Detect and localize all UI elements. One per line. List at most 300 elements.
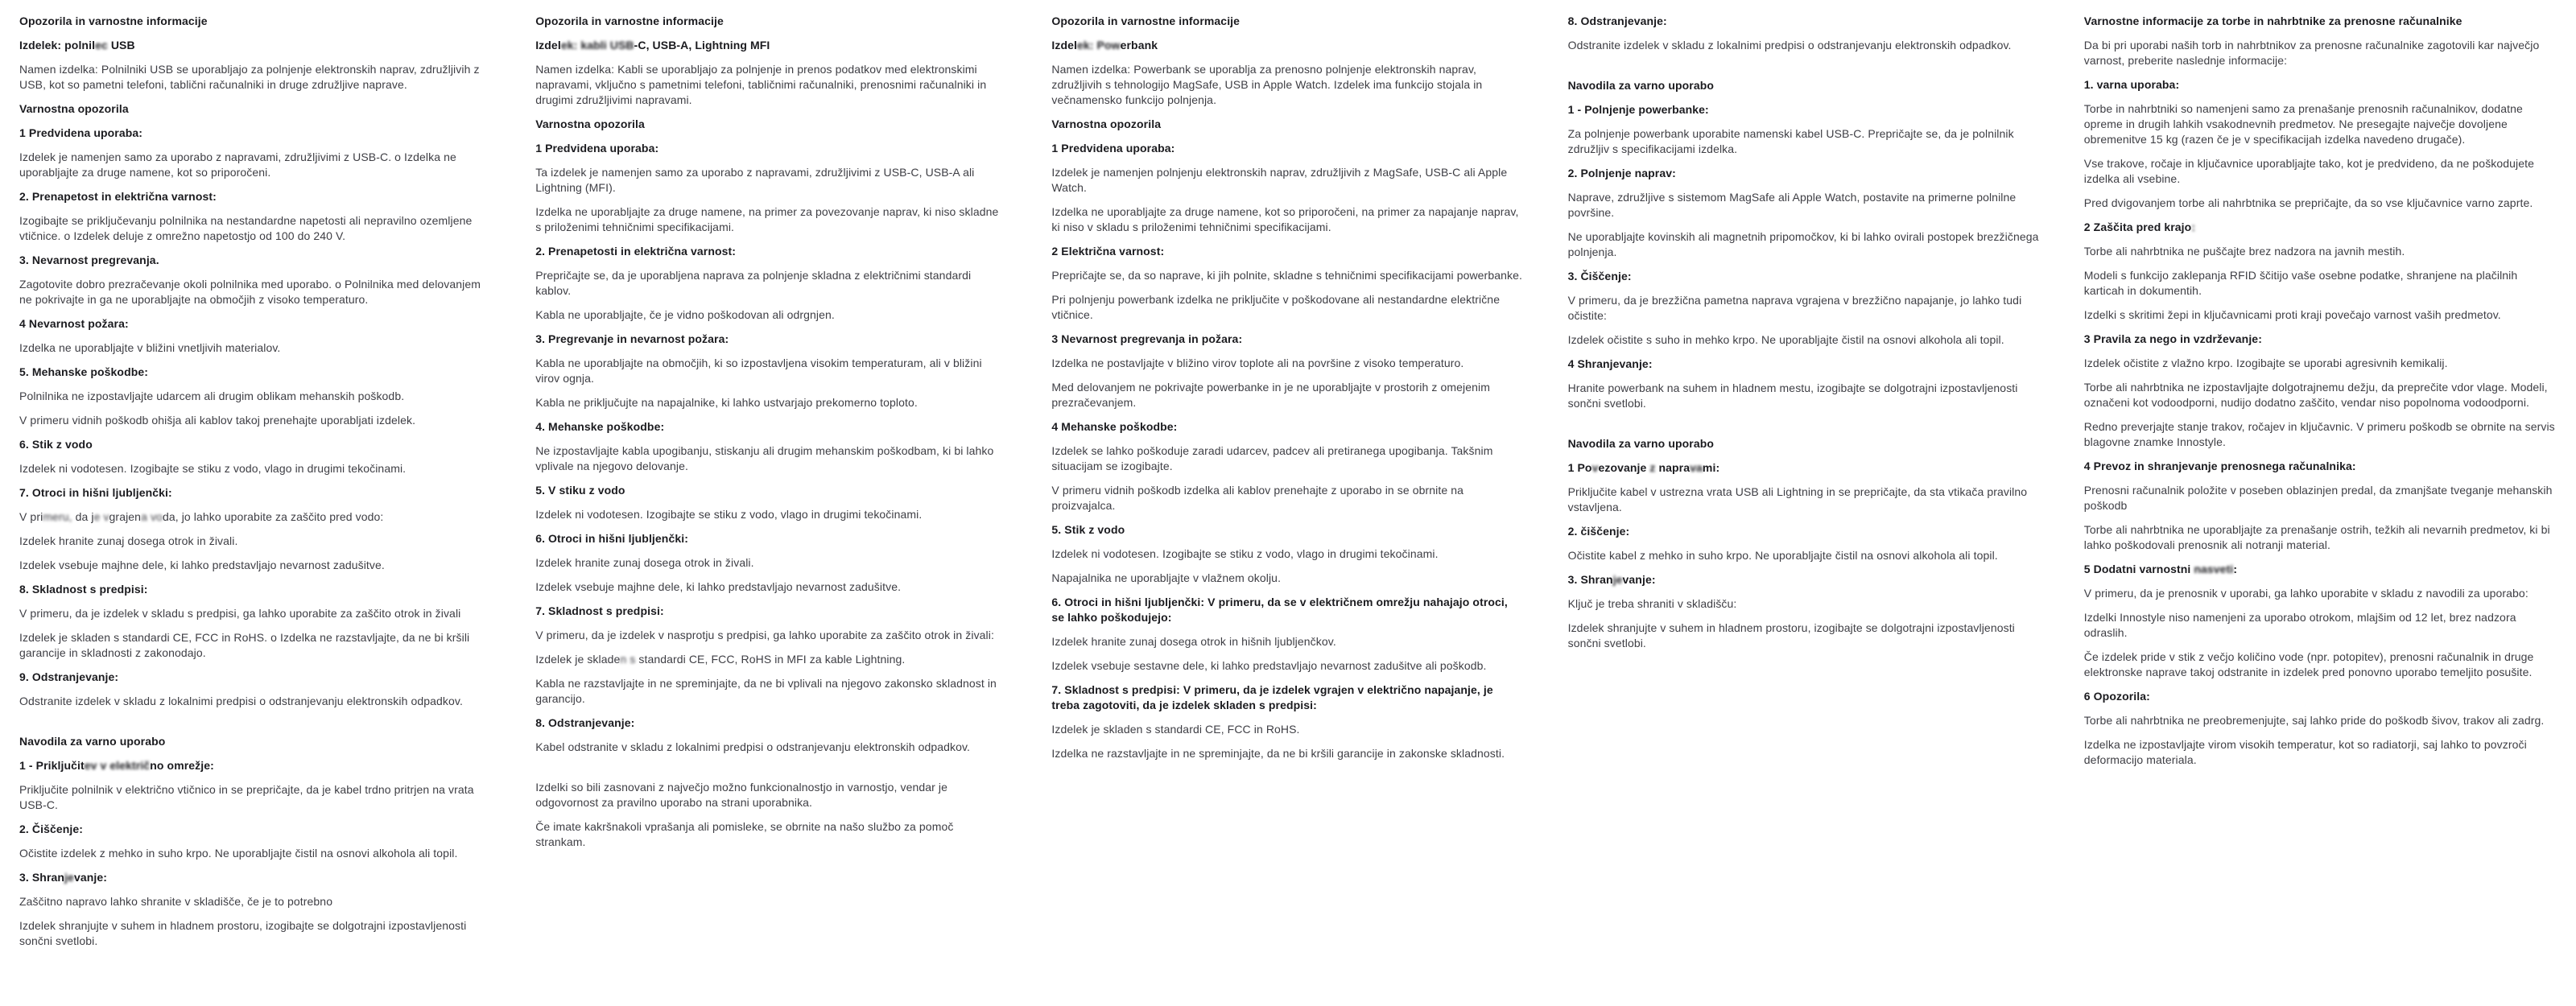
- redacted-text: ev v električ: [84, 759, 151, 772]
- text-run: Izdelek ni vodotesen. Izogibajte se stiku z vodo, vlago in drugimi tekočinami.: [19, 462, 407, 475]
- text-run: Varnostna opozorila: [535, 118, 645, 130]
- paragraph: [535, 652, 1006, 667]
- text-run: Izdelek očistite z vlažno krpo. Izogibajte se uporabi agresivnih kemikalij.: [2083, 357, 2448, 369]
- text-run: Izdel: [535, 39, 561, 52]
- text-run: Izdelek hranite zunaj dosega otrok in hišnih ljubljenčkov.: [1051, 635, 1336, 648]
- text-run: Izdelek očistite s suho in mehko krpo. Ne uporabljajte čistil na osnovi alkohola ali topil.: [1567, 333, 2004, 346]
- paragraph: [535, 780, 1006, 810]
- paragraph: [19, 894, 490, 909]
- heading: [1568, 78, 2039, 93]
- text-run: 6. Stik z vodo: [19, 438, 93, 451]
- paragraph: [1051, 746, 1522, 761]
- text-run: V primeru, da je izdelek v skladu s predpisi, ga lahko uporabite za zaščito otrok in živali: [19, 607, 461, 620]
- text-run: 4 Mehanske poškodbe:: [1051, 420, 1178, 433]
- text-run: 4. Mehanske poškodbe:: [535, 420, 665, 433]
- text-run: Prenosni računalnik položite v poseben oblazinjen predal, da zmanjšate tveganje mehanskih poškodb: [2083, 484, 2553, 512]
- text-run: V primeru, da je izdelek v nasprotju s predpisi, ga lahko uporabite za zaščito otrok in živali:: [535, 629, 994, 641]
- text-run: ezovanje: [1598, 461, 1650, 474]
- paragraph: [535, 204, 1006, 235]
- text-run: 4 Prevoz in shranjevanje prenosnega računalnika:: [2083, 460, 2356, 472]
- text-run: Izdelka ne izpostavljajte virom visokih temperatur, kot so radiatorji, saj lahko to povzroči deformacijo materiala.: [2083, 738, 2527, 766]
- text-run: Odstranite izdelek v skladu z lokalnimi predpisi o odstranjevanju elektronskih odpadkov.: [19, 695, 463, 707]
- section-gap: [19, 718, 490, 734]
- paragraph: [2084, 586, 2555, 601]
- paragraph: [19, 413, 490, 428]
- text-run: USB: [107, 39, 135, 52]
- heading: [19, 189, 490, 204]
- heading: [19, 758, 490, 773]
- paragraph: [2084, 649, 2555, 680]
- text-run: 1 Po: [1567, 461, 1592, 474]
- paragraph: [1568, 190, 2039, 221]
- heading: [2084, 332, 2555, 347]
- section-title: [2084, 14, 2555, 29]
- paragraph: [2084, 737, 2555, 768]
- text-run: Hranite powerbank na suhem in hladnem mestu, izogibajte se dolgotrajni izpostavljenosti sončni svetlobi.: [1567, 381, 2018, 410]
- text-run: Varnostne informacije za torbe in nahrbtnike za prenosne računalnike: [2083, 14, 2462, 27]
- column-laptop-bags-safety: [2084, 14, 2555, 1006]
- heading: [1051, 682, 1522, 713]
- text-run: Izdelka ne postavljajte v bližino virov toplote ali na površine z visoko temperaturo.: [1051, 357, 1464, 369]
- redacted-text: ek: Pow: [1077, 39, 1121, 52]
- text-run: 1 Predvidena uporaba:: [535, 142, 659, 155]
- paragraph: [1051, 658, 1522, 674]
- paragraph: [535, 307, 1006, 323]
- text-run: 3. Čiščenje:: [1567, 270, 1632, 282]
- text-run: Kabel odstranite v skladu z lokalnimi predpisi o odstranjevanju elektronskih odpadkov.: [535, 740, 971, 753]
- text-run: 5. V stiku z vodo: [535, 484, 625, 497]
- text-run: 9. Odstranjevanje:: [19, 670, 119, 683]
- text-run: Izdelek shranjujte v suhem in hladnem prostoru, izogibajte se dolgotrajni izpostavljenosti sončni svetlobi.: [1567, 621, 2015, 649]
- heading: [1051, 522, 1522, 538]
- paragraph: [19, 62, 490, 93]
- paragraph: [2084, 522, 2555, 553]
- paragraph: [535, 62, 1006, 108]
- paragraph: [1568, 332, 2039, 348]
- paragraph: [1568, 293, 2039, 324]
- text-run: 2. Čiščenje:: [19, 823, 84, 835]
- heading: [1568, 269, 2039, 284]
- paragraph: [1568, 484, 2039, 515]
- text-run: no omrežje:: [150, 759, 214, 772]
- text-run: vanje:: [73, 871, 107, 884]
- text-run: 4 Shranjevanje:: [1567, 357, 1653, 370]
- text-run: Izdelek ni vodotesen. Izogibajte se stiku z vodo, vlago in drugimi tekočinami.: [535, 508, 923, 521]
- paragraph: [19, 558, 490, 573]
- paragraph: [19, 213, 490, 244]
- heading: [2084, 220, 2555, 235]
- text-run: Izdelka ne uporabljajte za druge namene, na primer za povezovanje naprav, ki niso skladne s priloženimi tehničnimi specifikacijami.: [535, 205, 999, 233]
- paragraph: [19, 782, 490, 813]
- text-run: Opozorila in varnostne informacije: [19, 14, 208, 27]
- text-run: Vse trakove, ročaje in ključavnice uporabljajte tako, kot je predvideno, da ne poškodujete izdelka ali vsebine.: [2083, 157, 2535, 185]
- redacted-text: e v: [93, 510, 109, 523]
- text-run: 1 Predvidena uporaba:: [1051, 142, 1175, 155]
- paragraph: [1051, 634, 1522, 649]
- text-run: 2. čiščenje:: [1567, 525, 1630, 538]
- paragraph: [2084, 610, 2555, 641]
- paragraph: [1568, 229, 2039, 260]
- heading: [2084, 689, 2555, 704]
- text-run: Priključite polnilnik v električno vtičnico in se prepričajte, da je kabel trdno pritrjen na vrata USB-C.: [19, 783, 474, 811]
- heading: [19, 365, 490, 380]
- text-run: Prepričajte se, da so naprave, ki jih polnite, skladne s tehničnimi specifikacijami powerbanke.: [1051, 269, 1522, 282]
- text-run: 3. Pregrevanje in nevarnost požara:: [535, 332, 729, 345]
- heading: [1051, 117, 1522, 132]
- heading: [1568, 436, 2039, 451]
- text-run: Izdelek vsebuje majhne dele, ki lahko predstavljajo nevarnost zadušitve.: [535, 580, 902, 593]
- paragraph: [1568, 38, 2039, 53]
- heading: [1568, 166, 2039, 181]
- text-run: Pri polnjenju powerbank izdelka ne priključite v poškodovane ali nestandardne električne vtičnice.: [1051, 293, 1501, 321]
- text-run: Izdelki Innostyle niso namenjeni za uporabo otrokom, mlajšim od 12 let, brez nadzora odraslih.: [2083, 611, 2516, 639]
- paragraph: [2084, 38, 2555, 68]
- redacted-text: meru,: [43, 510, 72, 523]
- paragraph: [19, 509, 490, 525]
- heading: [19, 582, 490, 597]
- text-run: 3. Shran: [1567, 573, 1613, 586]
- text-run: 3 Pravila za nego in vzdrževanje:: [2083, 332, 2262, 345]
- heading: [1051, 595, 1522, 625]
- text-run: 7. Skladnost s predpisi: V primeru, da je izdelek vgrajen v električno napajanje, je treba zagotoviti, da je izdelek skladen s predpisi:: [1051, 683, 1493, 711]
- text-run: V primeru, da je prenosnik v uporabi, ga lahko uporabite v skladu z navodili za uporabo:: [2083, 587, 2529, 600]
- paragraph: [1051, 571, 1522, 586]
- paragraph: [19, 606, 490, 621]
- heading: [1051, 419, 1522, 435]
- redacted-text: je: [64, 871, 74, 884]
- text-run: Ključ je treba shraniti v skladišču:: [1567, 597, 1737, 610]
- paragraph: [1051, 483, 1522, 513]
- paragraph: [1051, 443, 1522, 474]
- heading: [1568, 14, 2039, 29]
- paragraph: [2084, 419, 2555, 450]
- text-run: Očistite izdelek z mehko in suho krpo. Ne uporabljajte čistil na osnovi alkohola ali topil.: [19, 847, 458, 860]
- text-run: Polnilnika ne izpostavljajte udarcem ali drugim oblikam mehanskih poškodb.: [19, 390, 405, 402]
- paragraph: [2084, 483, 2555, 513]
- text-run: Navodila za varno uporabo: [19, 735, 166, 748]
- paragraph: [535, 555, 1006, 571]
- text-run: Navodila za varno uporabo: [1567, 437, 1715, 450]
- paragraph: [1051, 204, 1522, 235]
- text-run: Varnostna opozorila: [1051, 118, 1162, 130]
- paragraph: [535, 165, 1006, 196]
- text-run: Če imate kakršnakoli vprašanja ali pomisleke, se obrnite na našo službo za pomoč strankam.: [535, 820, 954, 848]
- paragraph: [19, 461, 490, 476]
- text-run: Opozorila in varnostne informacije: [1051, 14, 1241, 27]
- text-run: Prepričajte se, da je uporabljena naprava za polnjenje skladna z električnimi standardi kablov.: [535, 269, 972, 297]
- heading: [1051, 244, 1522, 259]
- paragraph: [19, 846, 490, 861]
- paragraph: [2084, 307, 2555, 323]
- paragraph: [535, 740, 1006, 755]
- paragraph: [19, 630, 490, 661]
- text-run: 6 Opozorila:: [2083, 690, 2150, 703]
- text-run: Izogibajte se priključevanju polnilnika na nestandardne napetosti ali nepravilno ozemljene vtičnice. o Izdelek deluje z omrežno napetostjo od 100 do 240 V.: [19, 214, 473, 242]
- paragraph: [1051, 268, 1522, 283]
- text-run: da, jo lahko uporabite za zaščito pred vodo:: [162, 510, 384, 523]
- column-usage-instructions: [1568, 14, 2039, 1006]
- text-run: 1 Predvidena uporaba:: [19, 126, 143, 139]
- heading: [1568, 460, 2039, 476]
- text-run: Izdel: [1051, 39, 1078, 52]
- text-run: Varnostna opozorila: [19, 102, 129, 115]
- heading: [535, 419, 1006, 435]
- text-run: Izdelek ni vodotesen. Izogibajte se stiku z vodo, vlago in drugimi tekočinami.: [1051, 547, 1439, 560]
- redacted-text: :: [2191, 221, 2196, 233]
- text-run: 2. Prenapetost in električna varnost:: [19, 190, 217, 203]
- text-run: Kabla ne priključujte na napajalnike, ki lahko ustvarjajo prekomerno toploto.: [535, 396, 918, 409]
- text-run: 2 Zaščita pred krajo: [2083, 221, 2192, 233]
- text-run: Namen izdelka: Polnilniki USB se uporabljajo za polnjenje elektronskih naprav, združljivih z USB, kot so pametni telefoni, tablični računalniki in druge združljive naprave.: [19, 63, 480, 91]
- text-run: mi:: [1702, 461, 1720, 474]
- paragraph: [1568, 548, 2039, 563]
- redacted-text: ek: kabli USB: [560, 39, 634, 52]
- paragraph: [535, 395, 1006, 410]
- heading: [2084, 562, 2555, 577]
- text-run: Izdelka ne razstavljajte in ne spreminjajte, da ne bi kršili garancije in zakonske skladnosti.: [1051, 747, 1505, 760]
- heading: [19, 126, 490, 141]
- paragraph: [535, 579, 1006, 595]
- paragraph: [1051, 546, 1522, 562]
- text-run: 8. Skladnost s predpisi:: [19, 583, 148, 596]
- text-run: Ta izdelek je namenjen samo za uporabo z napravami, združljivimi z USB-C, USB-A ali Lightning (MFI).: [535, 166, 975, 194]
- paragraph: [535, 356, 1006, 386]
- paragraph: [19, 694, 490, 709]
- text-run: napra: [1655, 461, 1690, 474]
- text-run: 4 Nevarnost požara:: [19, 317, 129, 330]
- paragraph: [535, 628, 1006, 643]
- heading: [535, 483, 1006, 498]
- redacted-text: v: [1591, 461, 1599, 474]
- heading: [1568, 524, 2039, 539]
- text-run: -C, USB-A, Lightning MFI: [634, 39, 770, 52]
- text-run: Odstranite izdelek v skladu z lokalnimi predpisi o odstranjevanju elektronskih odpadkov.: [1567, 39, 2012, 52]
- text-run: Torbe ali nahrbtnika ne izpostavljajte dolgotrajnemu dežju, da preprečite vdor vlage. Modeli, označeni kot vodoodporni, nudijo dodatno zaščito, vendar niso popolnoma vodoodporni.: [2083, 381, 2548, 409]
- heading: [1568, 102, 2039, 118]
- heading: [1568, 357, 2039, 372]
- paragraph: [1051, 292, 1522, 323]
- text-run: Napajalnika ne uporabljajte v vlažnem okolju.: [1051, 571, 1282, 584]
- section-title: [535, 14, 1006, 29]
- text-run: 3. Nevarnost pregrevanja.: [19, 254, 159, 266]
- section-gap: [535, 764, 1006, 780]
- heading: [19, 734, 490, 749]
- text-run: 2. Polnjenje naprav:: [1567, 167, 1676, 179]
- text-run: Očistite kabel z mehko in suho krpo. Ne uporabljajte čistil na osnovi alkohola ali topil.: [1567, 549, 1998, 562]
- paragraph: [1568, 621, 2039, 651]
- text-run: Izdelek je namenjen polnjenju elektronskih naprav, združljivih z MagSafe, USB-C ali Apple Watch.: [1051, 166, 1508, 194]
- heading: [1051, 141, 1522, 156]
- section-title: [1051, 14, 1522, 29]
- paragraph: [1051, 62, 1522, 108]
- heading: [535, 332, 1006, 347]
- heading: [535, 141, 1006, 156]
- paragraph: [19, 277, 490, 307]
- text-run: 6. Otroci in hišni ljubljenčki: V primeru, da se v električnem omrežju nahajajo otroci, se lahko poškodujejo:: [1051, 596, 1508, 624]
- heading: [535, 117, 1006, 132]
- heading: [535, 531, 1006, 546]
- text-run: 8. Odstranjevanje:: [1567, 14, 1667, 27]
- text-run: 5 Dodatni varnostni: [2083, 563, 2194, 575]
- redacted-text: n s: [620, 653, 636, 666]
- paragraph: [2084, 156, 2555, 187]
- heading: [19, 253, 490, 268]
- text-run: standardi CE, FCC, RoHS in MFI za kable Lightning.: [635, 653, 906, 666]
- paragraph: [2084, 713, 2555, 728]
- text-run: 2. Prenapetosti in električna varnost:: [535, 245, 737, 258]
- heading: [19, 670, 490, 685]
- text-run: Pred dvigovanjem torbe ali nahrbtnika se prepričajte, da so vse ključavnice varno zaprte.: [2083, 196, 2533, 209]
- paragraph: [2084, 380, 2555, 410]
- text-run: 5. Stik z vodo: [1051, 523, 1125, 536]
- heading: [535, 244, 1006, 259]
- text-run: da j: [72, 510, 94, 523]
- heading: [2084, 77, 2555, 93]
- heading: [19, 822, 490, 837]
- text-run: 7. Skladnost s predpisi:: [535, 604, 664, 617]
- text-run: Zaščitno napravo lahko shranite v skladišče, če je to potrebno: [19, 895, 333, 908]
- text-run: Navodila za varno uporabo: [1567, 79, 1715, 92]
- text-run: Torbe in nahrbtniki so namenjeni samo za prenašanje prenosnih računalnikov, dodatne opreme in drugih lahkih vsakodnevnih predmetov. Ne presegajte največje dovoljene obremenitve 15 kg (razen če je v specifikacijah izdelka navedeno drugače).: [2083, 102, 2523, 146]
- text-run: Kabla ne razstavljajte in ne spreminjajte, da ne bi vplivali na njegovo zakonsko skladnost in garancijo.: [535, 677, 997, 705]
- text-run: V primeru vidnih poškodb izdelka ali kablov prenehajte z uporabo in se obrnite na proizvajalca.: [1051, 484, 1464, 512]
- text-run: 8. Odstranjevanje:: [535, 716, 635, 729]
- text-run: Torbe ali nahrbtnika ne puščajte brez nadzora na javnih mestih.: [2083, 245, 2405, 258]
- text-run: Namen izdelka: Kabli se uporabljajo za polnjenje in prenos podatkov med elektronskimi napravami, vključno s pametnimi telefoni, tabličnimi računalniki, prenosnimi računalniki in drugimi združljivimi napravami.: [535, 63, 987, 106]
- text-run: Izdelek: polnil: [19, 39, 96, 52]
- text-run: Kabla ne uporabljajte na območjih, ki so izpostavljena visokim temperaturam, ali v bližini virov ognja.: [535, 357, 982, 385]
- heading: [19, 870, 490, 885]
- text-run: Izdelka ne uporabljajte v bližini vnetljivih materialov.: [19, 341, 281, 354]
- text-run: Izdelek je skladen s standardi CE, FCC in RoHS. o Izdelka ne razstavljajte, da ne bi kršili garancije in skladnosti z zakonodajo.: [19, 631, 470, 659]
- paragraph: [535, 507, 1006, 522]
- column-usb-charger-warnings: [19, 14, 490, 1006]
- heading: [535, 604, 1006, 619]
- text-run: Izdelek hranite zunaj dosega otrok in živali.: [19, 534, 238, 547]
- heading: [19, 485, 490, 501]
- text-run: V primeru vidnih poškodb ohišja ali kablov takoj prenehajte uporabljati izdelek.: [19, 414, 416, 427]
- text-run: 7. Otroci in hišni ljubljenčki:: [19, 486, 172, 499]
- text-run: Redno preverjajte stanje trakov, ročajev in ključavnic. V primeru poškodb se obrnite na servis blagovne znamke Innostyle.: [2083, 420, 2555, 448]
- text-run: 2 Električna varnost:: [1051, 245, 1165, 258]
- section-title: [19, 14, 490, 29]
- paragraph: [535, 443, 1006, 474]
- paragraph: [19, 340, 490, 356]
- text-run: Torbe ali nahrbtnika ne uporabljajte za prenašanje ostrih, težkih ali nevarnih predmetov, ki bi lahko poškodovali prenosnik ali notranji material.: [2083, 523, 2550, 551]
- paragraph: [2084, 356, 2555, 371]
- heading: [19, 437, 490, 452]
- redacted-text: je: [1612, 573, 1623, 586]
- paragraph: [1051, 380, 1522, 410]
- paragraph: [1051, 165, 1522, 196]
- paragraph: [535, 676, 1006, 707]
- paragraph: [19, 534, 490, 549]
- paragraph: [19, 918, 490, 949]
- text-run: 6. Otroci in hišni ljubljenčki:: [535, 532, 688, 545]
- paragraph: [535, 268, 1006, 299]
- text-run: Priključite kabel v ustrezna vrata USB ali Lightning in se prepričajte, da sta vtikača pravilno vstavljena.: [1567, 485, 2028, 513]
- paragraph: [1568, 381, 2039, 411]
- text-run: erbank: [1120, 39, 1158, 52]
- heading: [1051, 332, 1522, 347]
- text-run: Da bi pri uporabi naših torb in nahrbtnikov za prenosne računalnike zagotovili kar največjo varnost, preberite naslednje informacije:: [2083, 39, 2540, 67]
- product-title: [535, 38, 1006, 53]
- column-powerbank-warnings: [1051, 14, 1522, 1006]
- heading: [19, 101, 490, 117]
- text-run: V pri: [19, 510, 43, 523]
- heading: [535, 715, 1006, 731]
- paragraph: [1051, 722, 1522, 737]
- text-run: Izdelek shranjujte v suhem in hladnem prostoru, izogibajte se dolgotrajni izpostavljenosti sončni svetlobi.: [19, 919, 467, 947]
- text-run: Izdelek je skladen s standardi CE, FCC in RoHS.: [1051, 723, 1300, 736]
- section-gap: [1568, 420, 2039, 436]
- paragraph: [2084, 268, 2555, 299]
- text-run: :: [2233, 563, 2238, 575]
- text-run: Izdelek vsebuje majhne dele, ki lahko predstavljajo nevarnost zadušitve.: [19, 559, 385, 571]
- text-run: Izdelka ne uporabljajte za druge namene, kot so priporočeni, na primer za napajanje naprav, ki niso v skladu s priloženimi tehničnimi specifikacijami.: [1051, 205, 1519, 233]
- text-run: Izdelek vsebuje sestavne dele, ki lahko predstavljajo nevarnost zadušitve ali poškodb.: [1051, 659, 1487, 672]
- heading: [19, 316, 490, 332]
- text-run: 1 - Priključit: [19, 759, 85, 772]
- text-run: Kabla ne uporabljajte, če je vidno poškodovan ali odrgnjen.: [535, 308, 835, 321]
- text-run: Ne uporabljajte kovinskih ali magnetnih pripomočkov, ki bi lahko ovirali postopek brezžičnega polnjenja.: [1567, 230, 2039, 258]
- paragraph: [1568, 126, 2039, 157]
- product-title: [1051, 38, 1522, 53]
- paragraph: [19, 389, 490, 404]
- text-run: 1 - Polnjenje powerbanke:: [1567, 103, 1709, 116]
- paragraph: [2084, 196, 2555, 211]
- text-run: Modeli s funkcijo zaklepanja RFID ščitijo vaše osebne podatke, shranjene na plačilnih karticah in dokumentih.: [2083, 269, 2518, 297]
- text-run: Izdelki s skritimi žepi in ključavnicami proti kraji povečajo varnost vaših predmetov.: [2083, 308, 2501, 321]
- text-run: Opozorila in varnostne informacije: [535, 14, 724, 27]
- text-run: V primeru, da je brezžična pametna naprava vgrajena v brezžično napajanje, jo lahko tudi očistite:: [1567, 294, 2022, 322]
- text-run: Izdelek je namenjen samo za uporabo z napravami, združljivimi z USB-C. o Izdelka ne uporabljajte za druge namene, kot so priporočeni.: [19, 150, 456, 179]
- text-run: Izdelki so bili zasnovani z največjo možno funkcionalnostjo in varnostjo, vendar je odgovornost za pravilno uporabo na strani uporabnika.: [535, 781, 947, 809]
- text-run: Torbe ali nahrbtnika ne preobremenjujte, saj lahko pride do poškodb šivov, trakov ali zadrg.: [2083, 714, 2545, 727]
- text-run: Če izdelek pride v stik z večjo količino vode (npr. potopitev), prenosni računalnik in druge elektronske naprave takoj odstranite in izdelek pred ponovno uporabo temeljito posušite.: [2083, 650, 2534, 678]
- text-run: Namen izdelka: Powerbank se uporablja za prenosno polnjenje elektronskih naprav, združljivih s tehnologijo MagSafe, USB in Apple Watch. Izdelek ima funkcijo stojala in večnamensko funkcijo polnjenja.: [1051, 63, 1483, 106]
- section-gap: [1568, 62, 2039, 78]
- paragraph: [2084, 101, 2555, 147]
- redacted-text: a vo: [141, 510, 163, 523]
- column-cables-warnings: [535, 14, 1006, 1006]
- heading: [1568, 572, 2039, 588]
- paragraph: [2084, 244, 2555, 259]
- text-run: Med delovanjem ne pokrivajte powerbanke in je ne uporabljajte v prostorih z omejenim prezračevanjem.: [1051, 381, 1490, 409]
- paragraph: [19, 150, 490, 180]
- text-run: vanje:: [1622, 573, 1656, 586]
- paragraph: [1568, 596, 2039, 612]
- text-run: Izdelek se lahko poškoduje zaradi udarcev, padcev ali pretiranega upogibanja. Takšnim situacijam se izogibajte.: [1051, 444, 1493, 472]
- product-title: [19, 38, 490, 53]
- text-run: grajen: [109, 510, 142, 523]
- redacted-text: nasveti: [2194, 563, 2234, 575]
- text-run: Izdelek je sklade: [535, 653, 621, 666]
- text-run: Za polnjenje powerbank uporabite namenski kabel USB-C. Prepričajte se, da je polnilnik združljiv s specifikacijami izdelka.: [1567, 127, 2014, 155]
- text-run: Naprave, združljive s sistemom MagSafe ali Apple Watch, postavite na primerne polnilne površine.: [1567, 191, 2017, 219]
- text-run: 3 Nevarnost pregrevanja in požara:: [1051, 332, 1243, 345]
- paragraph: [1051, 356, 1522, 371]
- text-run: Ne izpostavljajte kabla upogibanju, stiskanju ali drugim mehanskim poškodbam, ki bi lahko vplivale na njegovo delovanje.: [535, 444, 994, 472]
- text-run: Zagotovite dobro prezračevanje okoli polnilnika med uporabo. o Polnilnika med delovanjem ne pokrivajte in ga ne uporabljajte na območjih z visoko temperaturo.: [19, 278, 481, 306]
- text-run: 5. Mehanske poškodbe:: [19, 365, 149, 378]
- redacted-text: z: [1649, 461, 1656, 474]
- heading: [2084, 459, 2555, 474]
- text-run: 1. varna uporaba:: [2083, 78, 2180, 91]
- redacted-text: ec: [95, 39, 108, 52]
- paragraph: [535, 819, 1006, 850]
- redacted-text: va: [1690, 461, 1703, 474]
